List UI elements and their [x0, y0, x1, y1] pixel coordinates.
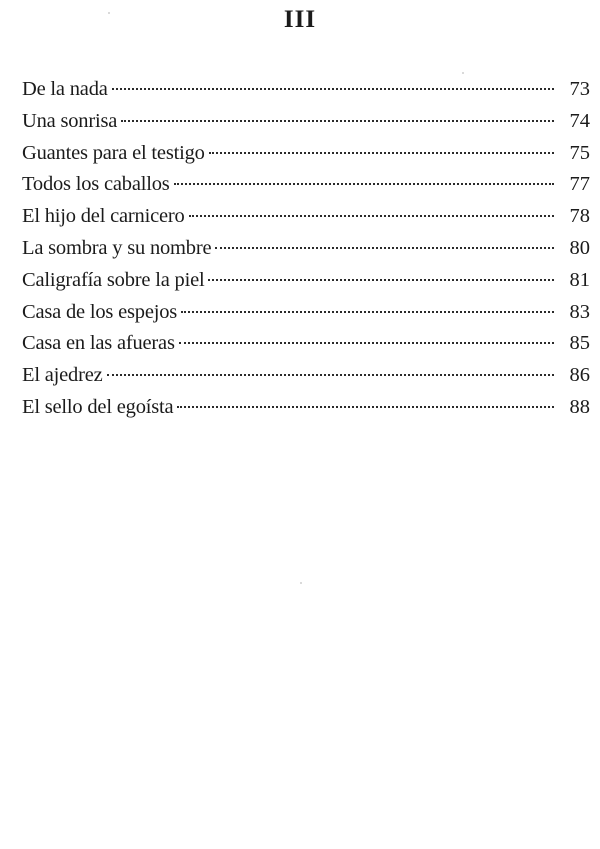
toc-entry-page: 78 [569, 205, 590, 228]
toc-entry-title: Guantes para el testigo [22, 141, 205, 164]
toc-entry-page: 86 [569, 364, 590, 387]
scan-speck [462, 72, 464, 74]
toc-entry[interactable] [22, 233, 590, 265]
toc-entry-title: El hijo del carnicero [22, 205, 185, 228]
toc-entry-title: Caligrafía sobre la piel [22, 268, 205, 291]
toc-dot-leader [107, 374, 554, 376]
section-title: III [283, 6, 317, 33]
toc-entry-title: Una sonrisa [22, 109, 118, 132]
toc-entry[interactable] [22, 297, 590, 329]
toc-entry[interactable] [22, 328, 590, 360]
toc-dot-leader [112, 88, 554, 90]
toc-dot-leader [174, 183, 554, 185]
toc-entry-title: La sombra y su nombre [22, 236, 212, 259]
toc-dot-leader [181, 311, 554, 313]
toc-entry-title: El sello del egoísta [22, 395, 174, 418]
toc-entry-title: Casa de los espejos [22, 300, 178, 323]
toc-entry-title: El ajedrez [22, 364, 103, 387]
toc-entry-page: 73 [569, 78, 590, 100]
toc-dot-leader [189, 215, 554, 217]
toc-entry[interactable] [22, 392, 590, 424]
toc-entry-page: 85 [569, 332, 590, 355]
toc-entry-page: 80 [569, 236, 590, 259]
toc-entry-title: De la nada [22, 78, 108, 100]
toc-entry-title: Todos los caballos [22, 173, 170, 196]
toc-dot-leader [177, 406, 554, 408]
scan-speck [108, 12, 110, 14]
toc-entry[interactable] [22, 74, 590, 106]
toc-entry-title: Casa en las afueras [22, 332, 175, 355]
toc-entry[interactable] [22, 201, 590, 233]
toc-entry[interactable] [22, 138, 590, 170]
toc-entry-page: 74 [569, 109, 590, 132]
toc-entry[interactable] [22, 106, 590, 138]
scan-speck [300, 582, 302, 584]
toc-dot-leader [179, 342, 554, 344]
toc-entry-page: 75 [569, 141, 590, 164]
toc-dot-leader [208, 279, 554, 281]
toc-dot-leader [215, 247, 554, 249]
toc-entry[interactable] [22, 360, 590, 392]
toc-entry[interactable] [22, 265, 590, 297]
toc-dot-leader [209, 152, 554, 154]
toc-entry-page: 81 [569, 268, 590, 291]
table-of-contents [22, 74, 590, 424]
toc-entry[interactable] [22, 169, 590, 201]
toc-entry-page: 77 [569, 173, 590, 196]
toc-dot-leader [121, 120, 554, 122]
toc-entry-page: 88 [569, 395, 590, 418]
toc-entry-page: 83 [569, 300, 590, 323]
